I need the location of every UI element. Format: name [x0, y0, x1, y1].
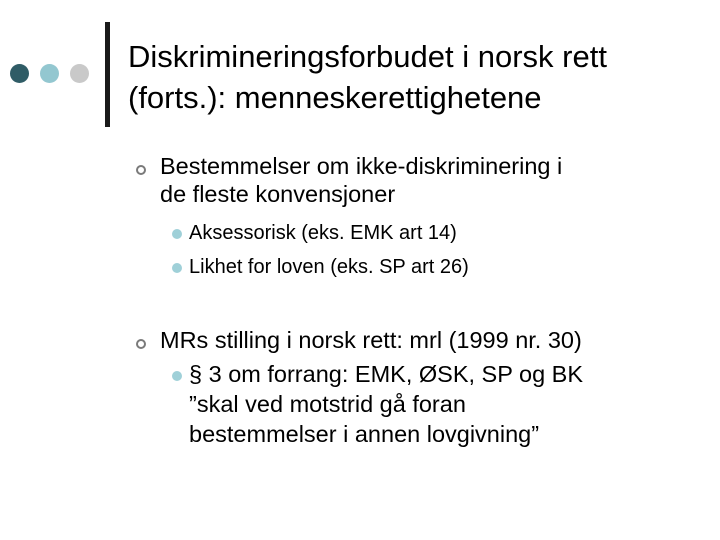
decor-dots — [10, 64, 100, 84]
slide-title-line1: Diskrimineringsforbudet i norsk rett — [128, 39, 607, 74]
decor-dot-dark — [10, 64, 29, 83]
bullet-1-sub-1: Aksessorisk (eks. EMK art 14) — [189, 222, 457, 244]
decor-dot-gray — [70, 64, 89, 83]
sub-bullet-marker — [172, 229, 182, 239]
bullet-1-line2: de fleste konvensjoner — [160, 181, 396, 207]
sub-bullet-marker — [172, 263, 182, 273]
bullet-1-line1: Bestemmelser om ikke-diskriminering i — [160, 153, 563, 179]
slide-title-line2: (forts.): menneskerettighetene — [128, 80, 542, 115]
decor-dot-teal — [40, 64, 59, 83]
bullet-1-sub-2: Likhet for loven (eks. SP art 26) — [189, 256, 469, 278]
slide-title — [128, 36, 708, 118]
bullet-2-sub-1-line2: ”skal ved motstrid gå foran — [189, 391, 466, 417]
bullet-2-sub-1-line1: § 3 om forrang: EMK, ØSK, SP og BK — [189, 361, 584, 387]
bullet-2-line1: MRs stilling i norsk rett: mrl (1999 nr. 30) — [160, 327, 582, 353]
title-divider-bar — [105, 22, 110, 127]
bullet-marker — [136, 339, 146, 349]
sub-bullet-marker — [172, 371, 182, 381]
bullet-marker — [136, 165, 146, 175]
bullet-2-sub-1-line3: bestemmelser i annen lovgivning” — [189, 421, 540, 447]
